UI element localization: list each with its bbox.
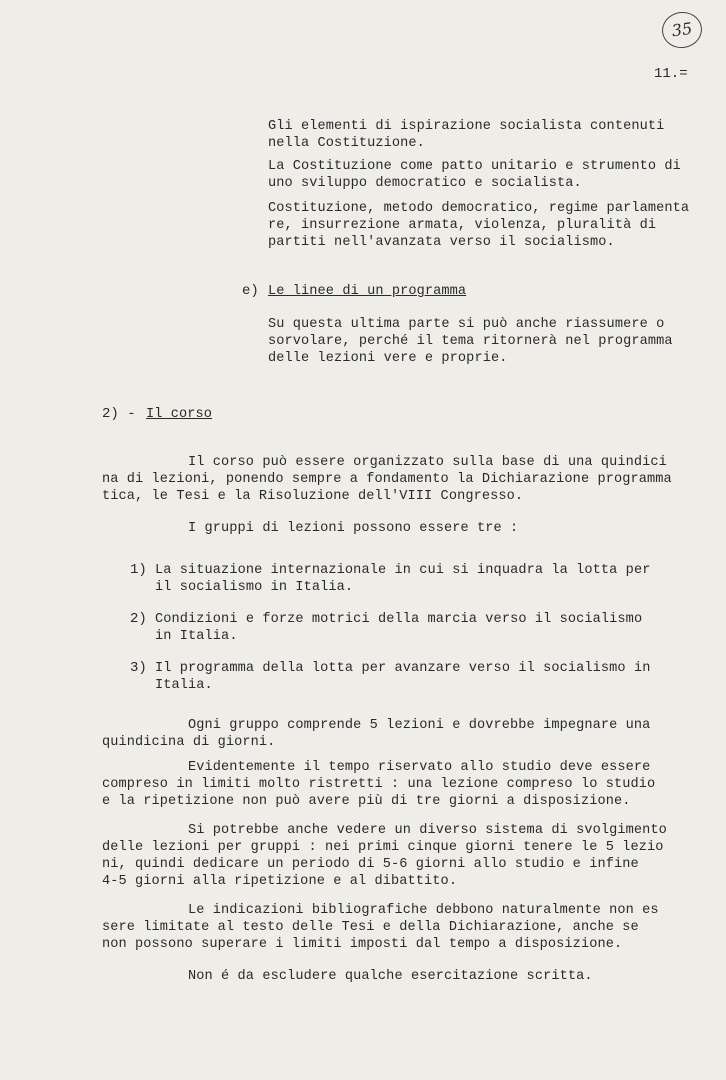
text-line: Costituzione, metodo democratico, regime parlamenta (268, 201, 690, 216)
page-number: 11.= (654, 66, 688, 82)
group-marker: 3) (130, 660, 147, 676)
text-line: partiti nell'avanzata verso il socialismo. (268, 235, 615, 250)
text-line: Condizioni e forze motrici della marcia verso il socialismo (155, 612, 643, 627)
text-line: uno sviluppo democratico e socialista. (268, 176, 582, 191)
text-line: il socialismo in Italia. (155, 580, 354, 595)
text-line: La Costituzione come patto unitario e strumento di (268, 159, 681, 174)
text-line: La situazione internazionale in cui si inquadra la lotta per (155, 563, 651, 578)
group-marker: 1) (130, 562, 147, 578)
section-2-marker: 2) - (102, 406, 136, 422)
group-marker: 2) (130, 611, 147, 627)
text-line: compreso in limiti molto ristretti : una lezione compreso lo studio (102, 777, 656, 792)
text-line: Ogni gruppo comprende 5 lezioni e dovrebbe impegnare una (188, 718, 651, 733)
text-line: Il programma della lotta per avanzare verso il socialismo in (155, 661, 651, 676)
text-line: Gli elementi di ispirazione socialista contenuti (268, 119, 665, 134)
text-line: re, insurrezione armata, violenza, pluralità di (268, 218, 657, 233)
text-line: tica, le Tesi e la Risoluzione dell'VIII Congresso. (102, 489, 524, 504)
section-e-title: Le linee di un programma (268, 284, 467, 299)
text-line: Su questa ultima parte si può anche riassumere o (268, 317, 665, 332)
text-line: quindicina di giorni. (102, 735, 276, 750)
text-line: delle lezioni vere e proprie. (268, 351, 508, 366)
text-line: Si potrebbe anche vedere un diverso sistema di svolgimento (188, 823, 667, 838)
text-line: e la ripetizione non può avere più di tre giorni a disposizione. (102, 794, 631, 809)
text-line: sorvolare, perché il tema ritornerà nel programma (268, 334, 673, 349)
text-line: ni, quindi dedicare un periodo di 5-6 giorni allo studio e infine (102, 857, 639, 872)
text-line: non possono superare i limiti imposti dal tempo a disposizione. (102, 937, 623, 952)
text-line: Italia. (155, 678, 213, 693)
section-2-title: Il corso (146, 407, 213, 422)
section-e-marker: e) (242, 283, 259, 299)
groups-intro: I gruppi di lezioni possono essere tre : (188, 521, 519, 536)
text-line: Il corso può essere organizzato sulla base di una quindici (188, 455, 667, 470)
text-line: nella Costituzione. (268, 136, 425, 151)
text-line: 4-5 giorni alla ripetizione e al dibattito. (102, 874, 458, 889)
page-stamp: 35 (660, 9, 705, 50)
text-line: Evidentemente il tempo riservato allo studio deve essere (188, 760, 651, 775)
text-line: sere limitate al testo delle Tesi e della Dichiarazione, anche se (102, 920, 639, 935)
text-line: Non é da escludere qualche esercitazione scritta. (188, 969, 593, 984)
text-line: Le indicazioni bibliografiche debbono naturalmente non es (188, 903, 659, 918)
text-line: na di lezioni, ponendo sempre a fondamento la Dichiarazione programma (102, 472, 672, 487)
text-line: delle lezioni per gruppi : nei primi cinque giorni tenere le 5 lezio (102, 840, 664, 855)
text-line: in Italia. (155, 629, 238, 644)
